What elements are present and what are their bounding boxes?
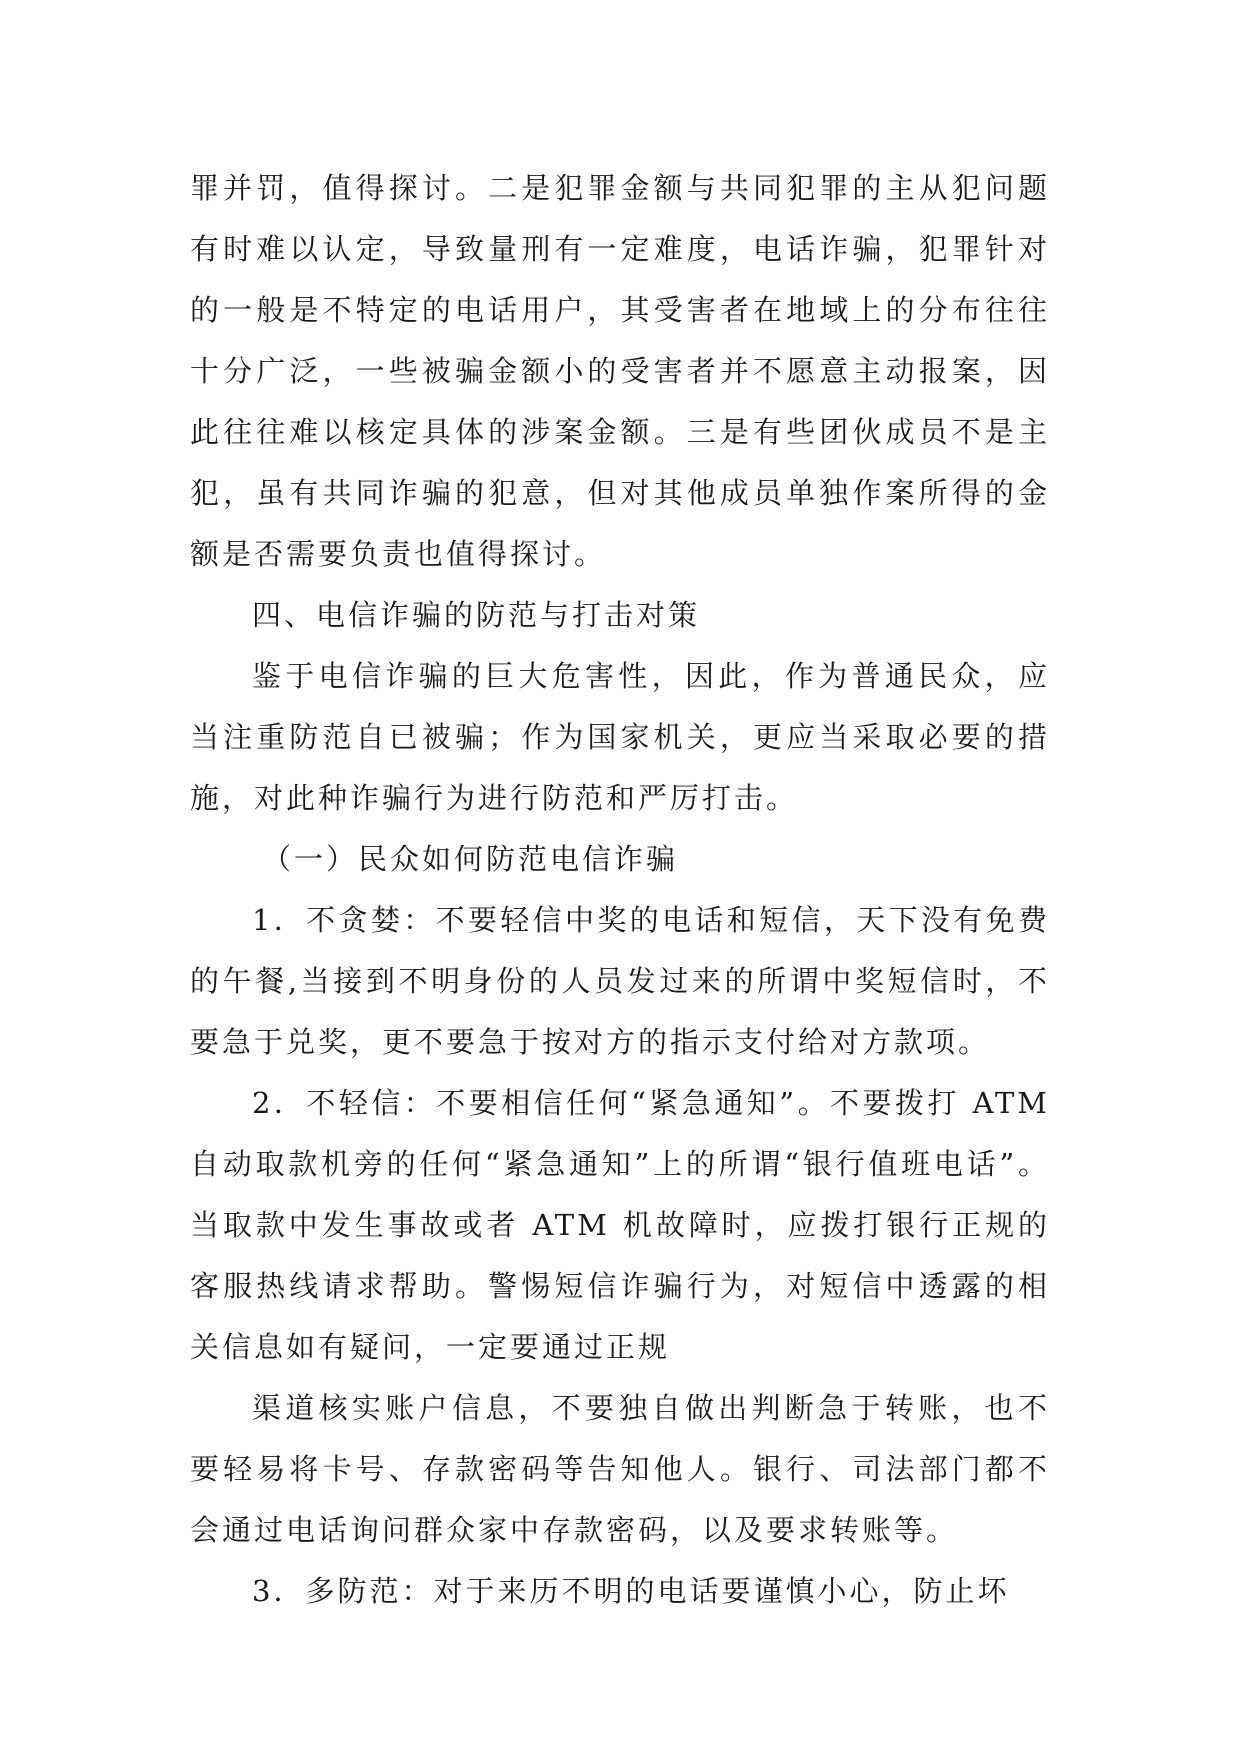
paragraph-continued: 渠道核实账户信息，不要独自做出判断急于转账，也不要轻易将卡号、存款密码等告知他人。银行、司法部门都不会通过电话询问群众家中存款密码，以及要求转账等。 xyxy=(190,1391,1050,1547)
paragraph-continuation: 罪并罚，值得探讨。二是犯罪金额与共同犯罪的主从犯问题有时难以认定，导致量刑有一定难度，电话诈骗，犯罪针对的一般是不特定的电话用户，其受害者在地域上的分布往往十分广泛，一些被骗金额小的受害者并不愿意主动报案，因此往往难以核定具体的涉案金额。三是有些团伙成员不是主犯，虽有共同诈骗的犯意，但对其他成员单独作案所得的金额是否需要负责也值得探讨。 xyxy=(190,171,1050,571)
list-item-2: 2．不轻信：不要相信任何“紧急通知”。不要拨打 ATM 自动取款机旁的任何“紧急通知”上的所谓“银行值班电话”。当取款中发生事故或者 ATM 机故障时，应拨打银行正规的客服热线请求帮助。警惕短信诈骗行为，对短信中透露的相关信息如有疑问，一定要通过正规 xyxy=(190,1086,1050,1364)
document-body xyxy=(190,158,1050,1622)
paragraph-intro: 鉴于电信诈骗的巨大危害性，因此，作为普通民众，应当注重防范自已被骗；作为国家机关，更应当采取必要的措施，对此种诈骗行为进行防范和严厉打击。 xyxy=(190,659,1050,815)
subsection-heading: （一）民众如何防范电信诈骗 xyxy=(262,842,679,876)
section-heading: 四、电信诈骗的防范与打击对策 xyxy=(252,598,701,632)
list-item-3: 3．多防范：对于来历不明的电话要谨慎小心，防止坏 xyxy=(252,1574,1010,1608)
list-item-1: 1．不贪婪：不要轻信中奖的电话和短信，天下没有免费的午餐,当接到不明身份的人员发过来的所谓中奖短信时，不要急于兑奖，更不要急于按对方的指示支付给对方款项。 xyxy=(190,903,1050,1059)
